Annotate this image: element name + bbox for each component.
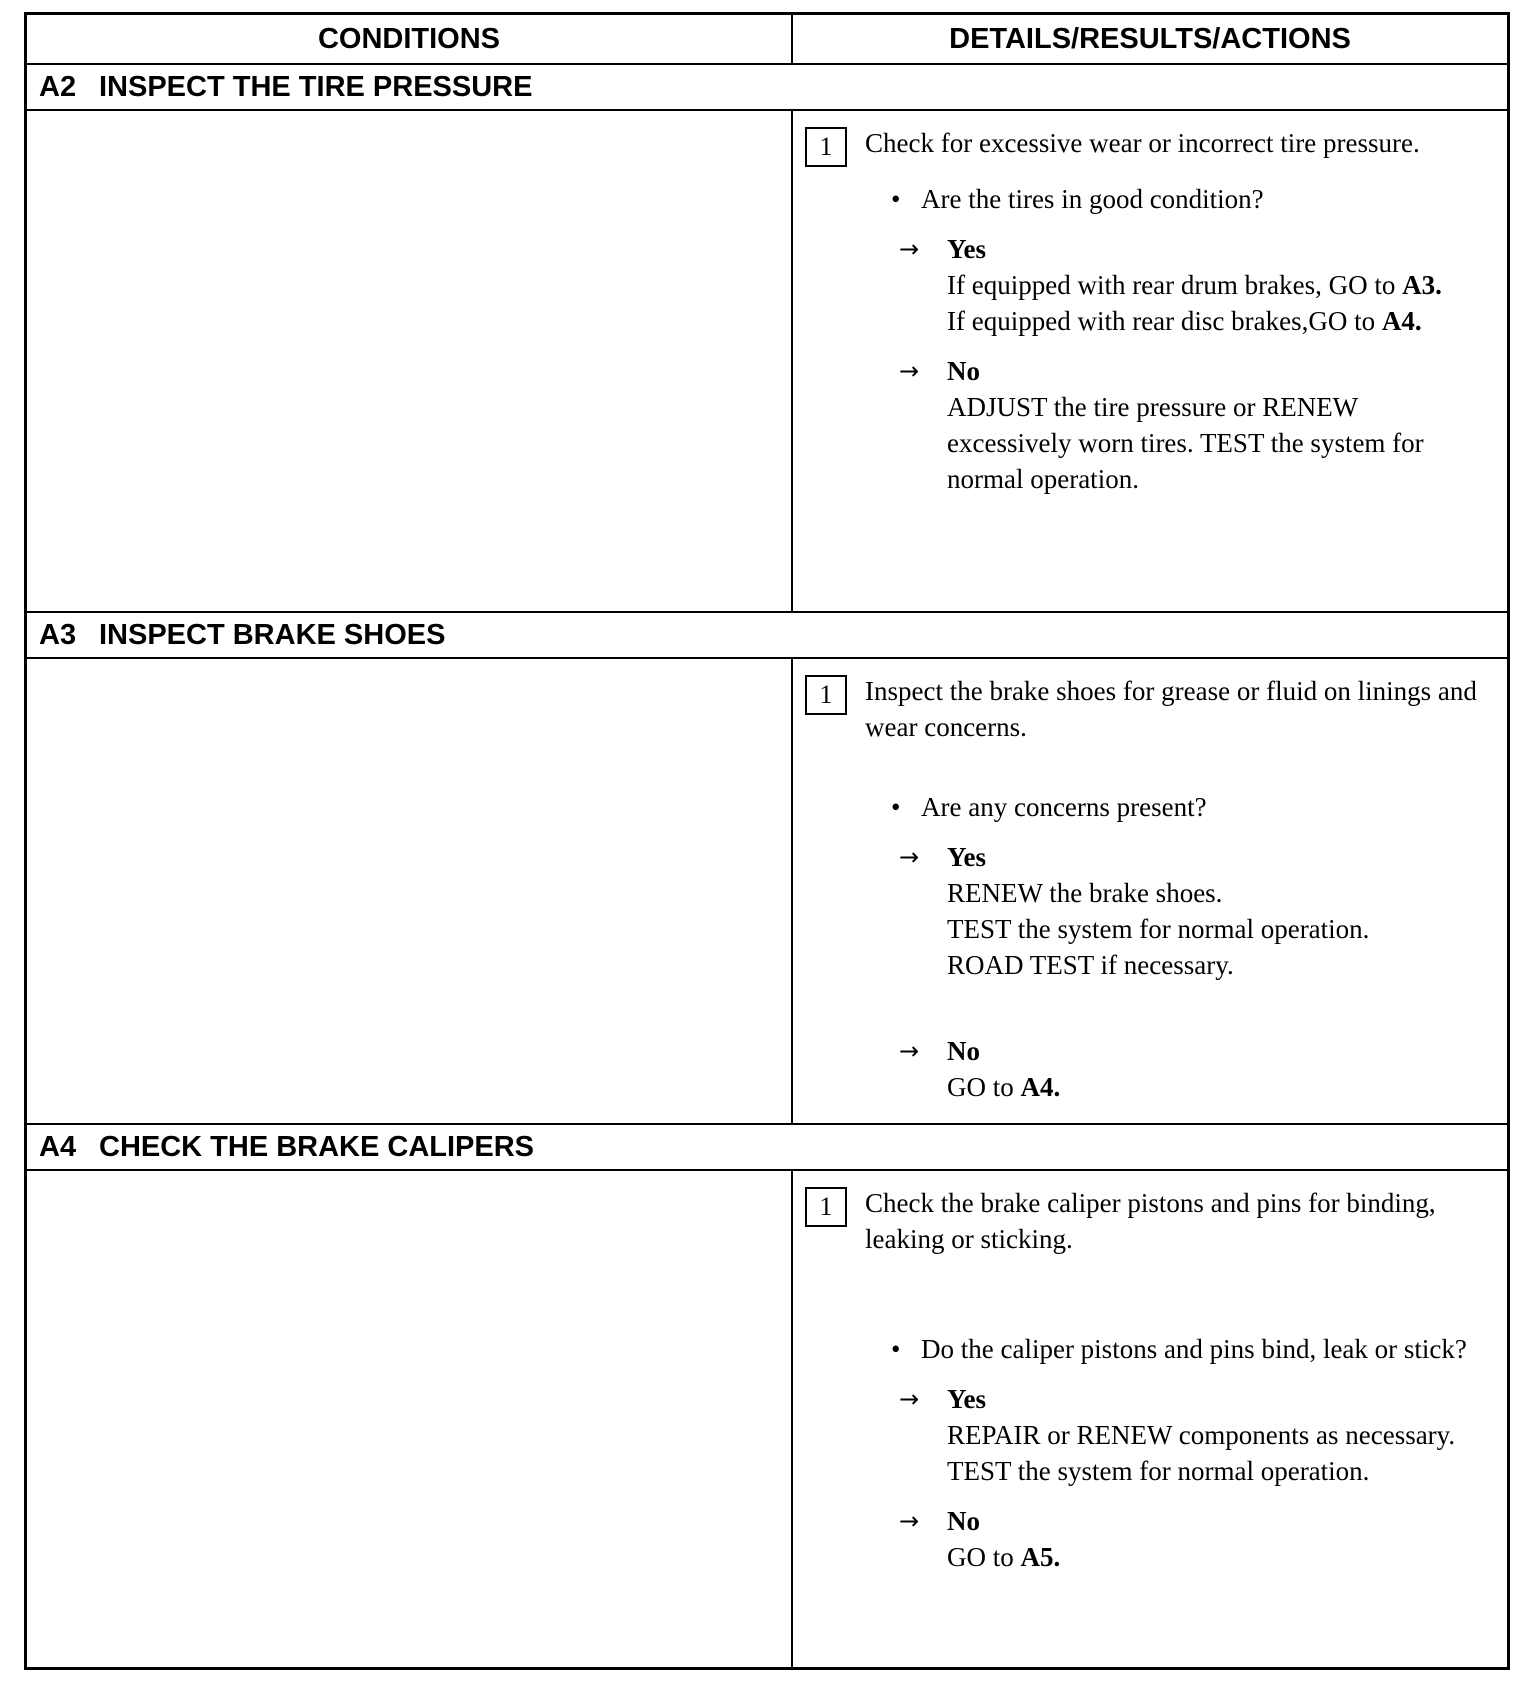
no-label: No (947, 1036, 980, 1066)
question-text: Are the tires in good condition? (921, 184, 1264, 214)
right-arrow-icon: → (899, 1385, 920, 1413)
no-text: GO to A5. (947, 1542, 1061, 1572)
section-a3-body (27, 659, 1507, 1125)
diagnostic-table (24, 12, 1510, 1670)
step-number: 1 (805, 127, 847, 167)
table-header (27, 15, 1507, 65)
reference: A5. (1020, 1542, 1061, 1572)
section-a4-title (27, 1125, 1507, 1171)
yes-label: Yes (947, 842, 986, 872)
no-text: GO to A4. (947, 1072, 1061, 1102)
step (805, 673, 1479, 745)
question-text: Are any concerns present? (921, 792, 1207, 822)
yes-label: Yes (947, 234, 986, 264)
step-text: Check the brake caliper pistons and pins for binding, leaking or sticking. (865, 1188, 1436, 1254)
question-text: Do the caliper pistons and pins bind, leak or stick? (921, 1334, 1467, 1364)
step (805, 1185, 1479, 1257)
step (805, 125, 1479, 167)
question (891, 1331, 1479, 1367)
section-a3-title (27, 613, 1507, 659)
answer-yes (899, 231, 1479, 339)
section-code: A2 (39, 70, 77, 103)
reference: A4. (1020, 1072, 1061, 1102)
header-details: DETAILS/RESULTS/ACTIONS (949, 22, 1351, 55)
section-a2-body (27, 111, 1507, 613)
answer-yes (899, 839, 1479, 983)
bullet-icon: • (891, 792, 901, 822)
right-arrow-icon: → (899, 235, 920, 263)
right-arrow-icon: → (899, 843, 920, 871)
section-a2-title (27, 65, 1507, 111)
section-code: A3 (39, 618, 77, 651)
yes-label: Yes (947, 1384, 986, 1414)
step-text: Check for excessive wear or incorrect tire pressure. (865, 128, 1420, 158)
actions-cell (793, 1171, 1507, 1667)
answer-no (899, 1503, 1479, 1575)
right-arrow-icon: → (899, 1507, 920, 1535)
bullet-icon: • (891, 184, 901, 214)
header-conditions: CONDITIONS (27, 15, 793, 63)
answer-no (899, 1033, 1479, 1105)
reference: A4. (1381, 306, 1422, 336)
conditions-cell (27, 111, 793, 611)
no-text: ADJUST the tire pressure or RENEW excessively worn tires. TEST the system for normal operation. (947, 392, 1424, 494)
conditions-cell (27, 659, 793, 1123)
no-label: No (947, 356, 980, 386)
yes-line: If equipped with rear disc brakes,GO to A4. (947, 306, 1422, 336)
step-number: 1 (805, 1187, 847, 1227)
question (891, 181, 1479, 217)
reference: A3. (1402, 270, 1442, 300)
section-title: INSPECT BRAKE SHOES (99, 618, 446, 651)
section-a4-body (27, 1171, 1507, 1667)
answer-no (899, 353, 1479, 497)
no-label: No (947, 1506, 980, 1536)
step-number: 1 (805, 675, 847, 715)
actions-cell (793, 111, 1507, 611)
right-arrow-icon: → (899, 1037, 920, 1065)
yes-line: If equipped with rear drum brakes, GO to A3. (947, 270, 1442, 300)
section-code: A4 (39, 1130, 77, 1163)
step-text: Inspect the brake shoes for grease or fluid on linings and wear concerns. (865, 676, 1477, 742)
bullet-icon: • (891, 1334, 901, 1364)
section-title: CHECK THE BRAKE CALIPERS (99, 1130, 535, 1163)
answer-yes (899, 1381, 1479, 1489)
yes-line: ROAD TEST if necessary. (947, 950, 1234, 980)
section-title: INSPECT THE TIRE PRESSURE (99, 70, 533, 103)
yes-text: REPAIR or RENEW components as necessary. TEST the system for normal operation. (947, 1420, 1456, 1486)
yes-line: TEST the system for normal operation. (947, 914, 1370, 944)
yes-line: RENEW the brake shoes. (947, 878, 1223, 908)
actions-cell (793, 659, 1507, 1123)
question (891, 789, 1479, 825)
right-arrow-icon: → (899, 357, 920, 385)
conditions-cell (27, 1171, 793, 1667)
